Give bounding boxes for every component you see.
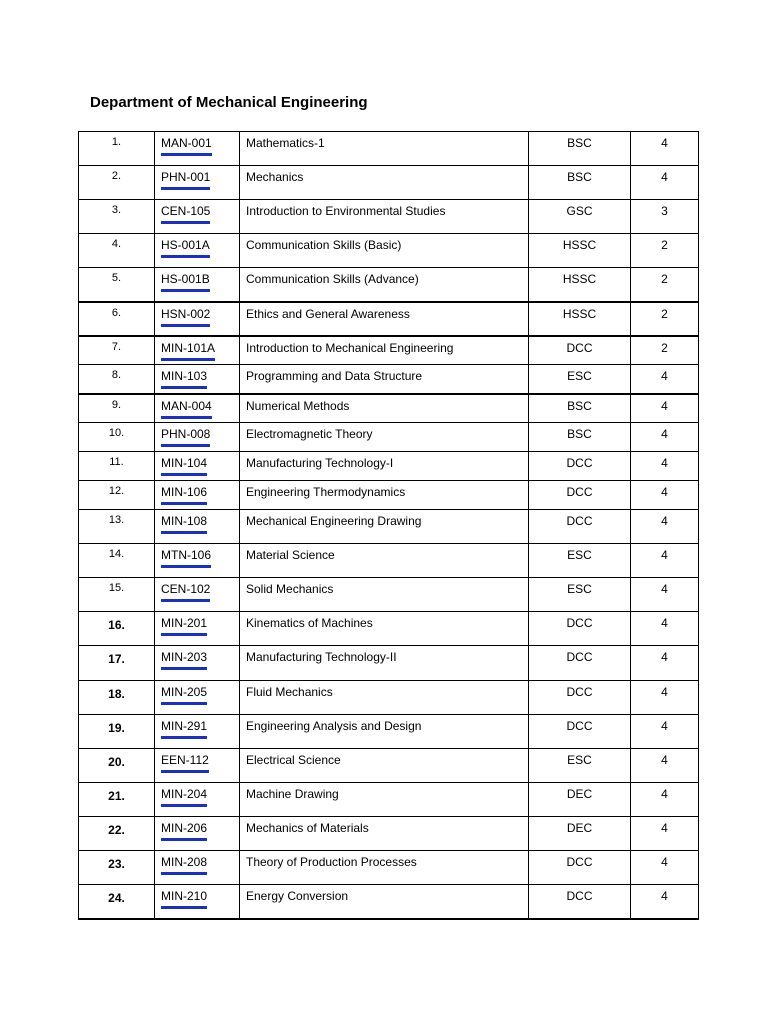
course-category-text: DCC — [566, 514, 593, 528]
serial-number-cell — [79, 452, 155, 481]
course-credits-cell — [631, 268, 699, 302]
course-credits-text: 4 — [661, 753, 668, 767]
course-category-cell — [529, 851, 631, 885]
course-category-cell — [529, 783, 631, 817]
course-credits-cell — [631, 302, 699, 336]
table-row — [79, 336, 699, 365]
table-row — [79, 749, 699, 783]
course-category-cell — [529, 646, 631, 681]
course-category-text: DCC — [566, 855, 593, 869]
serial-number-text: 9. — [111, 398, 122, 411]
course-category-text: ESC — [567, 753, 592, 767]
course-name-cell — [240, 166, 529, 200]
course-category-cell — [529, 234, 631, 268]
course-code-cell — [155, 612, 240, 646]
course-credits-text: 4 — [661, 170, 668, 184]
serial-number-cell — [79, 365, 155, 394]
course-credits-cell — [631, 394, 699, 423]
course-code-text: MIN-106 — [161, 485, 207, 505]
serial-number-cell — [79, 885, 155, 919]
serial-number-text: 14. — [108, 548, 125, 560]
course-name-text: Introduction to Mechanical Engineering — [246, 340, 454, 355]
course-name-text: Numerical Methods — [246, 398, 350, 413]
course-code-text: MIN-103 — [161, 369, 207, 389]
serial-number-cell — [79, 578, 155, 612]
course-category-cell — [529, 481, 631, 510]
course-credits-cell — [631, 749, 699, 783]
serial-number-cell — [79, 851, 155, 885]
serial-number-cell — [79, 681, 155, 715]
serial-number-cell — [79, 268, 155, 302]
serial-number-cell — [79, 394, 155, 423]
course-name-text: Engineering Thermodynamics — [246, 485, 406, 499]
course-code-cell — [155, 365, 240, 394]
course-credits-text: 2 — [661, 238, 668, 252]
course-code-text: MIN-208 — [161, 855, 207, 875]
table-row — [79, 510, 699, 544]
course-credits-text: 4 — [661, 369, 668, 383]
course-name-text: Mechanics of Materials — [246, 821, 369, 835]
serial-number-text: 21. — [108, 789, 125, 803]
serial-number-cell — [79, 200, 155, 234]
table-row — [79, 851, 699, 885]
table-row — [79, 481, 699, 510]
course-name-text: Programming and Data Structure — [246, 369, 423, 383]
course-code-text: HS-001A — [161, 238, 210, 258]
course-name-cell — [240, 817, 529, 851]
table-row — [79, 715, 699, 749]
course-category-cell — [529, 200, 631, 234]
serial-number-text: 23. — [108, 857, 125, 871]
course-category-cell — [529, 510, 631, 544]
course-code-cell — [155, 423, 240, 452]
serial-number-cell — [79, 336, 155, 365]
serial-number-cell — [79, 132, 155, 166]
course-name-cell — [240, 851, 529, 885]
course-credits-cell — [631, 851, 699, 885]
course-name-text: Kinematics of Machines — [246, 616, 373, 630]
table-row — [79, 365, 699, 394]
course-credits-text: 4 — [661, 685, 668, 699]
serial-number-cell — [79, 715, 155, 749]
course-name-text: Manufacturing Technology-II — [246, 650, 397, 664]
course-credits-text: 2 — [661, 340, 668, 355]
course-category-text: ESC — [567, 369, 592, 383]
course-name-text: Communication Skills (Basic) — [246, 238, 402, 252]
serial-number-text: 22. — [108, 823, 125, 837]
course-code-cell — [155, 646, 240, 681]
serial-number-text: 10. — [108, 427, 125, 439]
serial-number-cell — [79, 544, 155, 578]
course-code-cell — [155, 578, 240, 612]
table-row — [79, 544, 699, 578]
course-credits-cell — [631, 783, 699, 817]
course-code-text: PHN-001 — [161, 170, 210, 190]
course-name-cell — [240, 646, 529, 681]
serial-number-text: 20. — [108, 755, 125, 769]
course-name-cell — [240, 783, 529, 817]
table-row — [79, 302, 699, 336]
course-category-text: DCC — [566, 616, 593, 630]
table-row — [79, 200, 699, 234]
course-category-cell — [529, 394, 631, 423]
course-name-text: Theory of Production Processes — [246, 855, 417, 869]
table-row — [79, 885, 699, 919]
serial-number-cell — [79, 423, 155, 452]
table-row — [79, 817, 699, 851]
course-credits-cell — [631, 817, 699, 851]
course-category-text: BSC — [567, 136, 592, 150]
course-credits-text: 4 — [661, 514, 668, 528]
course-category-cell — [529, 749, 631, 783]
course-code-cell — [155, 234, 240, 268]
serial-number-cell — [79, 749, 155, 783]
course-credits-cell — [631, 452, 699, 481]
course-category-text: HSSC — [562, 272, 597, 286]
course-code-text: MIN-101A — [161, 341, 215, 361]
course-category-text: DCC — [566, 719, 593, 733]
table-row — [79, 234, 699, 268]
serial-number-text: 11. — [109, 456, 124, 468]
course-name-cell — [240, 885, 529, 919]
course-name-text: Engineering Analysis and Design — [246, 719, 422, 733]
course-code-cell — [155, 200, 240, 234]
table-row — [79, 423, 699, 452]
course-code-text: CEN-102 — [161, 582, 210, 602]
course-credits-cell — [631, 200, 699, 234]
course-category-text: BSC — [567, 398, 592, 413]
course-category-cell — [529, 452, 631, 481]
serial-number-text: 5. — [111, 272, 122, 284]
course-name-text: Introduction to Environmental Studies — [246, 204, 446, 218]
course-name-text: Mechanical Engineering Drawing — [246, 514, 422, 528]
serial-number-text: 8. — [111, 369, 122, 381]
course-code-text: HSN-002 — [161, 307, 210, 327]
serial-number-cell — [79, 612, 155, 646]
serial-number-cell — [79, 646, 155, 681]
course-code-text: MIN-108 — [161, 514, 207, 534]
course-code-cell — [155, 510, 240, 544]
course-code-text: MIN-104 — [161, 456, 207, 476]
course-code-cell — [155, 681, 240, 715]
course-category-text: DCC — [566, 889, 593, 903]
course-category-text: DCC — [566, 685, 593, 699]
course-category-cell — [529, 817, 631, 851]
course-name-text: Machine Drawing — [246, 787, 339, 801]
course-category-text: GSC — [566, 204, 593, 218]
course-name-cell — [240, 200, 529, 234]
course-category-cell — [529, 336, 631, 365]
course-credits-text: 4 — [661, 582, 668, 596]
serial-number-text: 19. — [108, 721, 125, 735]
course-code-text: CEN-105 — [161, 204, 210, 224]
course-credits-cell — [631, 885, 699, 919]
course-credits-cell — [631, 646, 699, 681]
course-credits-cell — [631, 423, 699, 452]
course-category-text: ESC — [567, 548, 592, 562]
serial-number-text: 18. — [108, 687, 125, 701]
course-credits-cell — [631, 365, 699, 394]
course-name-cell — [240, 132, 529, 166]
course-name-text: Communication Skills (Advance) — [246, 272, 419, 286]
course-category-cell — [529, 681, 631, 715]
serial-number-text: 13. — [108, 514, 125, 526]
course-credits-cell — [631, 234, 699, 268]
course-category-cell — [529, 268, 631, 302]
course-code-cell — [155, 336, 240, 365]
course-credits-cell — [631, 510, 699, 544]
table-row — [79, 578, 699, 612]
course-name-text: Energy Conversion — [246, 889, 349, 903]
course-name-cell — [240, 452, 529, 481]
course-code-cell — [155, 851, 240, 885]
course-category-text: ESC — [567, 582, 592, 596]
table-row — [79, 452, 699, 481]
course-code-text: MIN-204 — [161, 787, 207, 807]
course-code-cell — [155, 394, 240, 423]
course-credits-text: 4 — [661, 855, 668, 869]
serial-number-text: 4. — [111, 238, 122, 250]
course-credits-text: 4 — [661, 650, 668, 664]
course-credits-cell — [631, 612, 699, 646]
course-credits-cell — [631, 336, 699, 365]
course-name-cell — [240, 394, 529, 423]
course-category-text: DEC — [566, 787, 593, 801]
course-code-cell — [155, 302, 240, 336]
serial-number-text: 12. — [108, 485, 125, 497]
table-row — [79, 132, 699, 166]
course-credits-cell — [631, 544, 699, 578]
course-credits-text: 4 — [661, 616, 668, 630]
table-row — [79, 268, 699, 302]
table-row — [79, 394, 699, 423]
course-code-cell — [155, 749, 240, 783]
course-name-cell — [240, 612, 529, 646]
serial-number-cell — [79, 510, 155, 544]
course-credits-text: 4 — [661, 787, 668, 801]
course-code-text: MIN-203 — [161, 650, 207, 670]
table-row — [79, 166, 699, 200]
serial-number-cell — [79, 817, 155, 851]
course-category-text: DCC — [566, 650, 593, 664]
course-name-text: Electromagnetic Theory — [246, 427, 373, 441]
course-category-cell — [529, 885, 631, 919]
course-code-cell — [155, 268, 240, 302]
course-code-text: MAN-001 — [161, 136, 212, 156]
course-category-cell — [529, 578, 631, 612]
course-code-cell — [155, 715, 240, 749]
course-name-cell — [240, 365, 529, 394]
course-name-text: Electrical Science — [246, 753, 341, 767]
course-code-text: MIN-210 — [161, 889, 207, 909]
course-credits-text: 3 — [661, 204, 668, 218]
course-name-cell — [240, 681, 529, 715]
course-credits-cell — [631, 715, 699, 749]
course-name-cell — [240, 544, 529, 578]
course-credits-text: 2 — [661, 306, 668, 321]
course-name-text: Mechanics — [246, 170, 304, 184]
course-category-cell — [529, 544, 631, 578]
serial-number-text: 3. — [111, 204, 122, 216]
serial-number-cell — [79, 166, 155, 200]
serial-number-text: 7. — [111, 340, 122, 353]
course-credits-text: 4 — [661, 821, 668, 835]
serial-number-cell — [79, 302, 155, 336]
table-row — [79, 612, 699, 646]
course-category-text: DCC — [566, 340, 593, 355]
course-code-text: HS-001B — [161, 272, 210, 292]
course-category-text: BSC — [567, 427, 592, 441]
course-category-text: HSSC — [562, 238, 597, 252]
course-category-text: DCC — [566, 485, 593, 499]
course-code-text: MIN-201 — [161, 616, 207, 636]
course-name-cell — [240, 749, 529, 783]
course-name-cell — [240, 510, 529, 544]
course-credits-text: 4 — [661, 456, 668, 470]
course-name-cell — [240, 481, 529, 510]
serial-number-cell — [79, 783, 155, 817]
course-credits-cell — [631, 578, 699, 612]
course-code-text: EEN-112 — [161, 753, 209, 773]
course-credits-text: 4 — [661, 889, 668, 903]
course-credits-text: 4 — [661, 398, 668, 413]
course-code-cell — [155, 132, 240, 166]
course-name-text: Material Science — [246, 548, 335, 562]
course-code-text: PHN-008 — [161, 427, 210, 447]
serial-number-cell — [79, 234, 155, 268]
course-name-cell — [240, 234, 529, 268]
course-code-cell — [155, 817, 240, 851]
course-category-text: BSC — [567, 170, 592, 184]
course-name-text: Manufacturing Technology-I — [246, 456, 394, 470]
course-credits-cell — [631, 166, 699, 200]
course-category-text: DEC — [566, 821, 593, 835]
course-code-text: MIN-205 — [161, 685, 207, 705]
course-code-text: MAN-004 — [161, 399, 212, 419]
course-name-text: Ethics and General Awareness — [246, 306, 410, 321]
course-name-cell — [240, 715, 529, 749]
serial-number-cell — [79, 481, 155, 510]
serial-number-text: 24. — [108, 891, 125, 905]
course-name-text: Solid Mechanics — [246, 582, 334, 596]
table-row — [79, 646, 699, 681]
course-category-text: DCC — [566, 456, 593, 470]
serial-number-text: 6. — [111, 306, 122, 319]
course-code-cell — [155, 452, 240, 481]
course-code-cell — [155, 481, 240, 510]
course-category-cell — [529, 132, 631, 166]
course-code-cell — [155, 783, 240, 817]
course-code-text: MIN-291 — [161, 719, 207, 739]
course-credits-cell — [631, 681, 699, 715]
course-credits-text: 2 — [661, 272, 668, 286]
course-code-cell — [155, 544, 240, 578]
serial-number-text: 1. — [111, 136, 122, 148]
course-name-text: Mathematics-1 — [246, 136, 325, 150]
table-row — [79, 681, 699, 715]
course-name-text: Fluid Mechanics — [246, 685, 333, 699]
course-credits-text: 4 — [661, 485, 668, 499]
table-row — [79, 783, 699, 817]
course-credits-text: 4 — [661, 136, 668, 150]
course-credits-text: 4 — [661, 548, 668, 562]
course-name-cell — [240, 268, 529, 302]
course-name-cell — [240, 336, 529, 365]
course-category-text: HSSC — [562, 306, 597, 321]
course-table-body — [79, 132, 699, 919]
course-name-cell — [240, 423, 529, 452]
course-credits-text: 4 — [661, 427, 668, 441]
course-category-cell — [529, 715, 631, 749]
course-category-cell — [529, 302, 631, 336]
course-table — [78, 131, 699, 920]
serial-number-text: 2. — [111, 170, 122, 182]
course-credits-text: 4 — [661, 719, 668, 733]
serial-number-text: 16. — [108, 618, 125, 632]
course-name-cell — [240, 302, 529, 336]
course-code-cell — [155, 885, 240, 919]
course-code-text: MTN-106 — [161, 548, 211, 568]
course-category-cell — [529, 423, 631, 452]
course-name-cell — [240, 578, 529, 612]
course-code-cell — [155, 166, 240, 200]
course-code-text: MIN-206 — [161, 821, 207, 841]
course-category-cell — [529, 612, 631, 646]
serial-number-text: 17. — [108, 652, 125, 666]
course-category-cell — [529, 365, 631, 394]
course-credits-cell — [631, 132, 699, 166]
serial-number-text: 15. — [108, 582, 125, 594]
course-credits-cell — [631, 481, 699, 510]
course-category-cell — [529, 166, 631, 200]
page-title: Department of Mechanical Engineering — [90, 94, 368, 111]
